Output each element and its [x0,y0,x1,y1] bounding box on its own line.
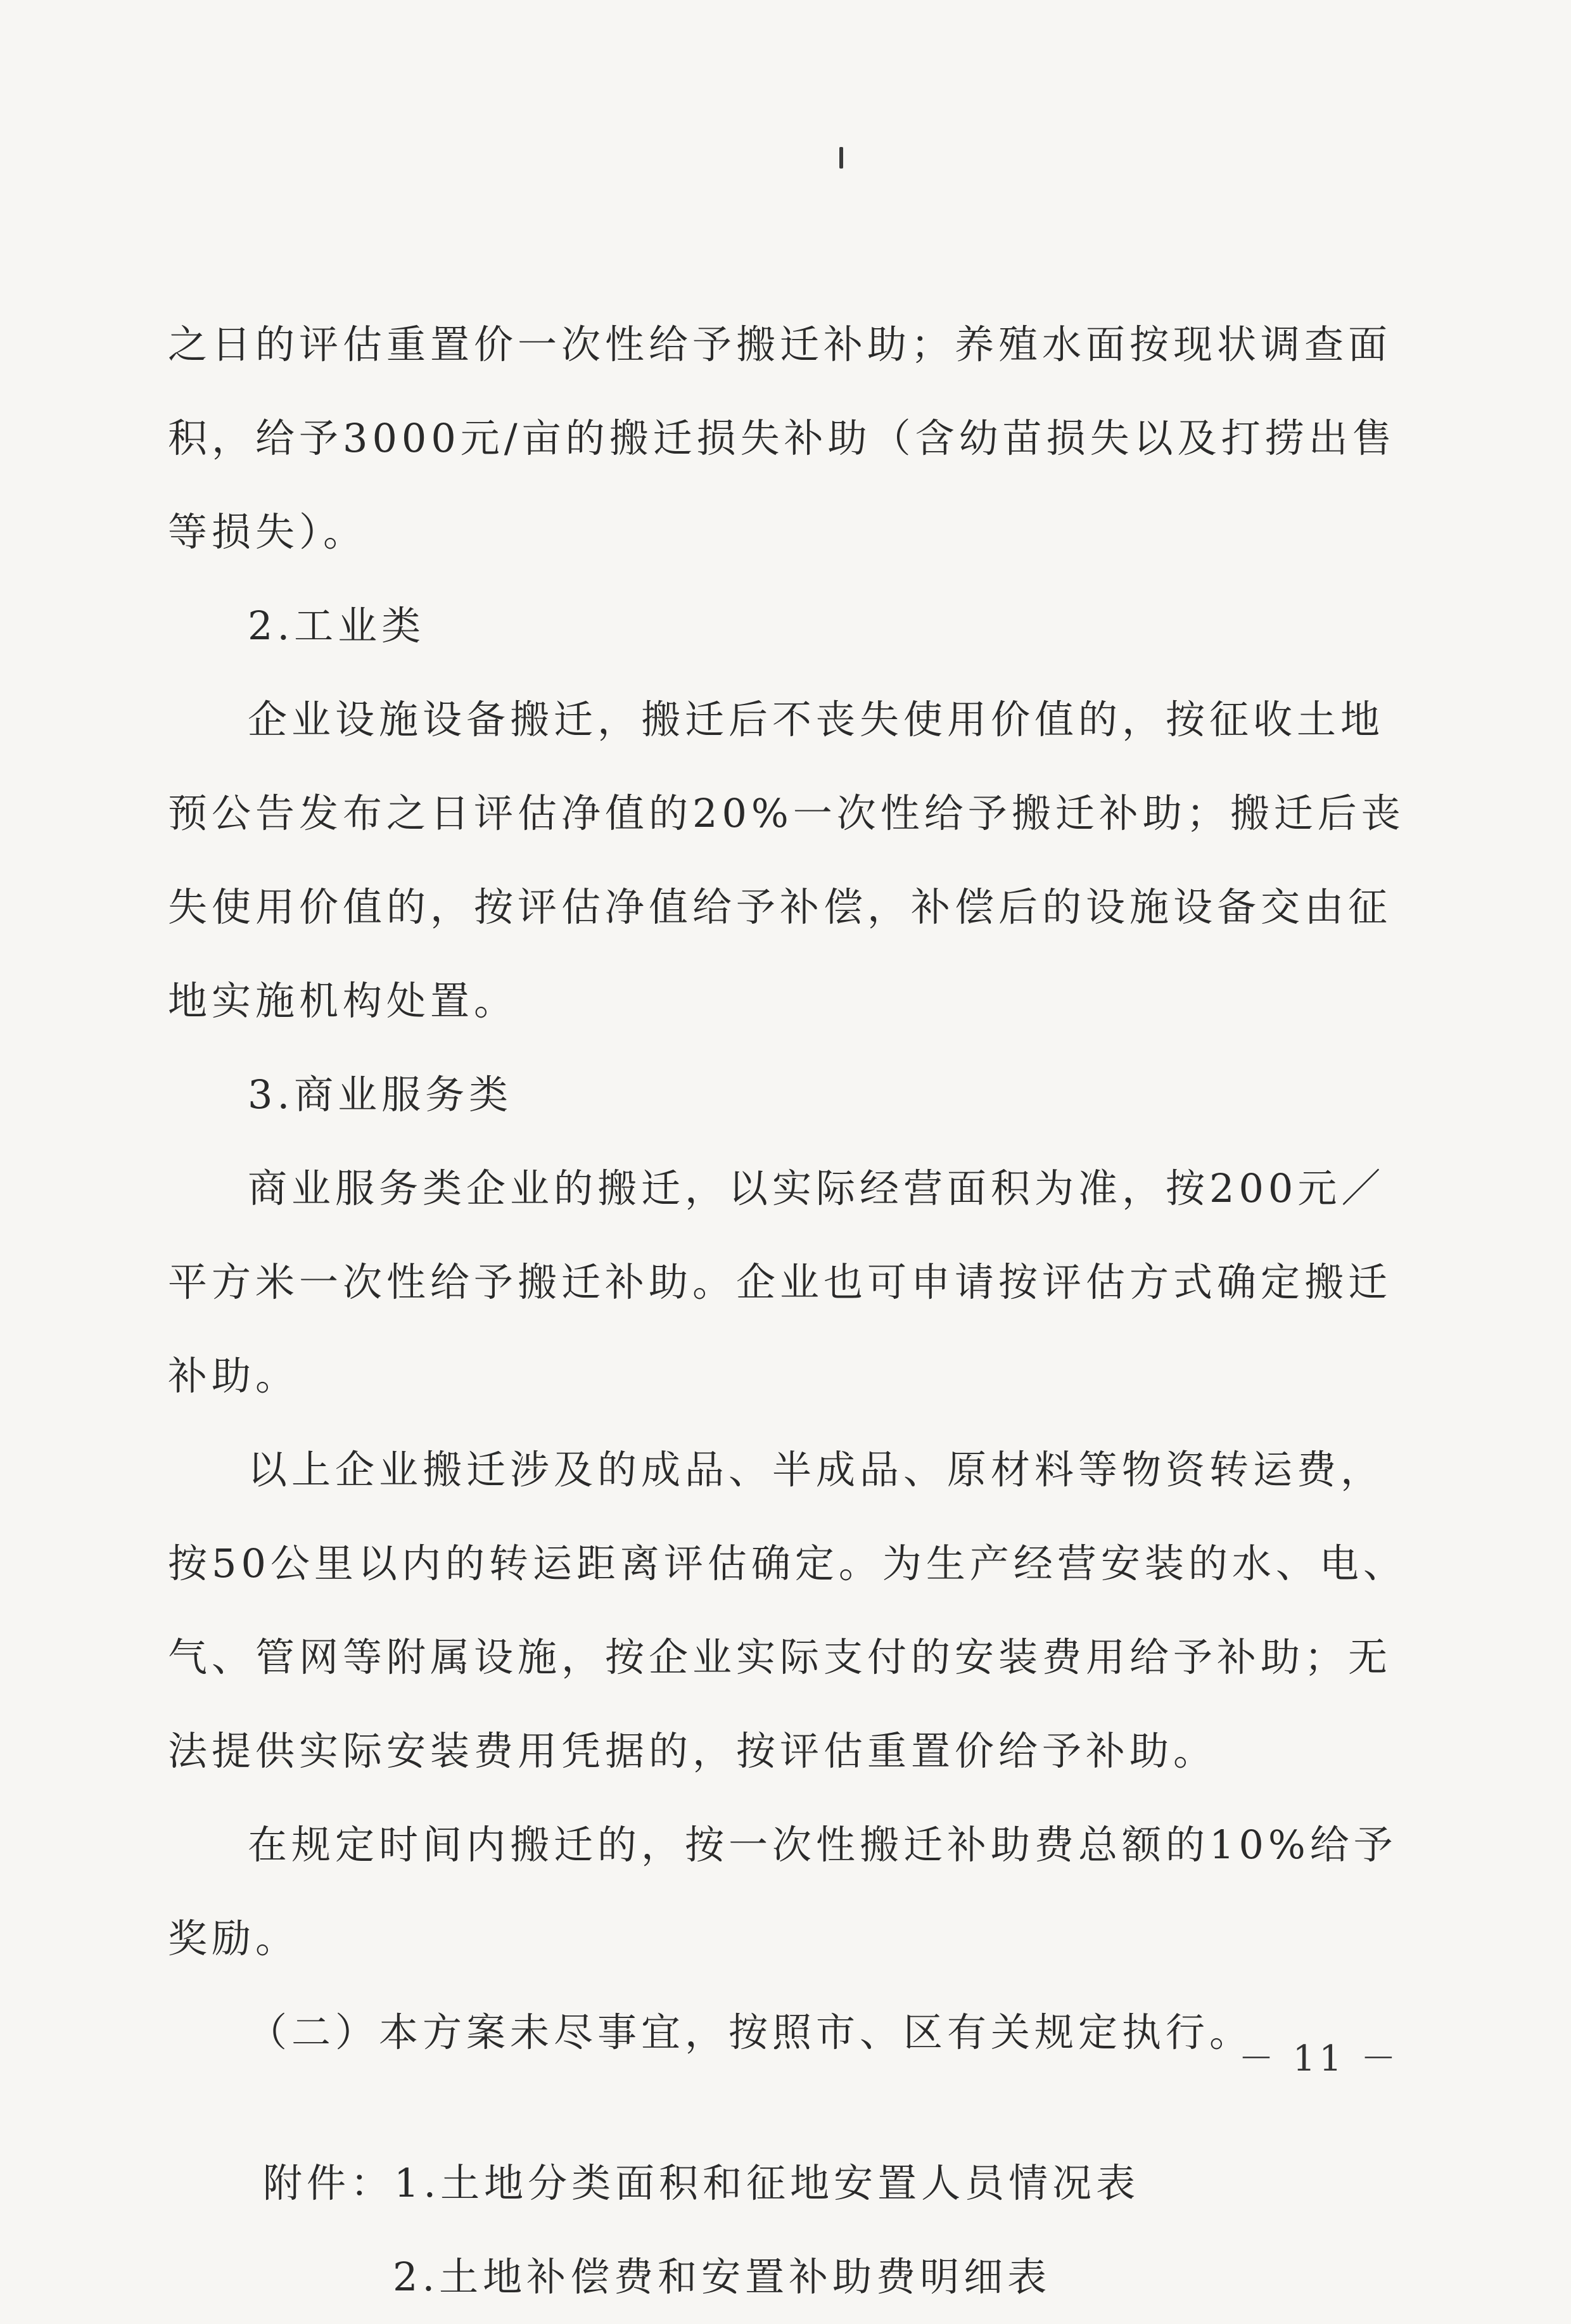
paragraph-line: 以上企业搬迁涉及的成品、半成品、原材料等物资转运费， [248,1446,1385,1493]
paragraph-line: （二）本方案未尽事宜，按照市、区有关规定执行。 [248,2009,1254,2055]
paragraph-line: 积，给予3000元/亩的搬迁损失补助（含幼苗损失以及打捞出售 [168,415,1396,461]
page-number: － 11 － [1238,2038,1400,2079]
paragraph-line: 奖励。 [168,1915,300,1962]
paragraph-line: 气、管网等附属设施，按企业实际支付的安装费用给予补助；无 [168,1634,1392,1680]
section-heading-commercial: 3.商业服务类 [248,1071,513,1118]
paragraph-line: 商业服务类企业的搬迁，以实际经营面积为准，按200元／ [248,1165,1385,1211]
paragraph-line: 等损失）。 [168,509,367,555]
attachment-line-1 [168,2136,1333,2230]
paragraph-line: 补助。 [168,1353,300,1399]
paragraph-line: 在规定时间内搬迁的，按一次性搬迁补助费总额的10%给予 [248,1822,1397,1868]
attachment-item-2: 2.土地补偿费和安置补助费明细表 [393,2254,1052,2300]
paragraph-line: 按50公里以内的转运距离评估确定。为生产经营安装的水、电、 [168,1540,1407,1587]
attachment-label: 附件： [263,2160,395,2206]
paragraph-line: 之日的评估重置价一次性给予搬迁补助；养殖水面按现状调查面 [168,321,1392,367]
scan-mark [839,147,843,169]
paragraph-line: 地实施机构处置。 [168,978,518,1024]
paragraph-line: 失使用价值的，按评估净值给予补偿，补偿后的设施设备交由征 [168,884,1392,930]
paragraph-line: 法提供实际安装费用凭据的，按评估重置价给予补助。 [168,1728,1218,1774]
section-heading-industrial: 2.工业类 [248,603,426,649]
body-text [168,298,1407,2324]
paragraph-line: 企业设施设备搬迁，搬迁后不丧失使用价值的，按征收土地 [248,696,1385,743]
paragraph-line: 平方米一次性给予搬迁补助。企业也可申请按评估方式确定搬迁 [168,1259,1392,1305]
paragraph-line: 预公告发布之日评估净值的20%一次性给予搬迁补助；搬迁后丧 [168,790,1405,836]
attachment-item-1: 1.土地分类面积和征地安置人员情况表 [394,2160,1140,2206]
